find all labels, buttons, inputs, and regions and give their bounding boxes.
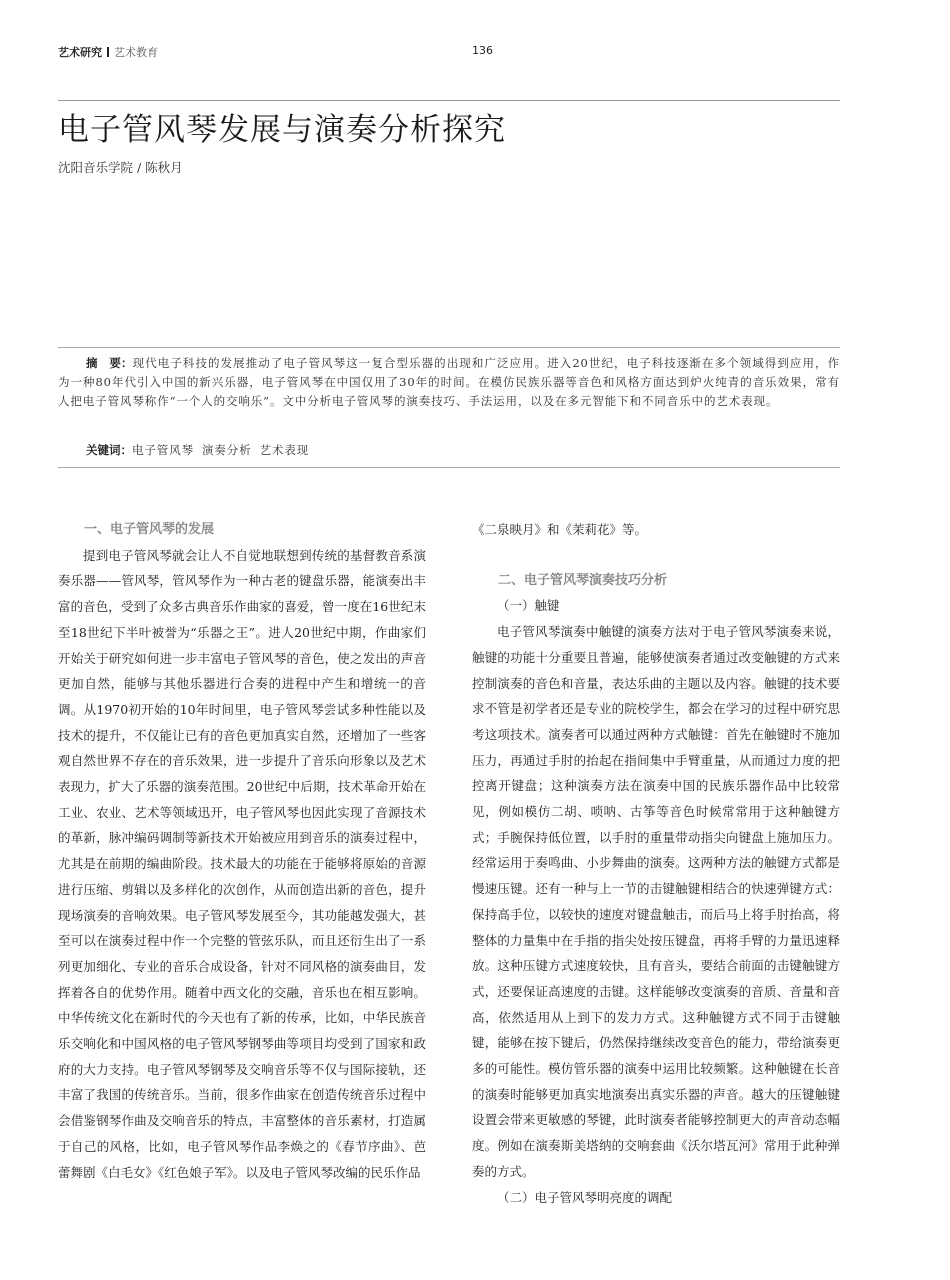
page-number: 136 <box>472 44 493 57</box>
header-rule <box>58 100 840 101</box>
keyword: 电子管风琴 <box>132 443 194 457</box>
body-paragraph: 电子管风琴演奏中触键的演奏方法对于电子管风琴演奏来说，触键的功能十分重要且普遍，能够使演奏者通过改变触键的方式来控制演奏的音色和音量，表达乐曲的主题以及内容。触键的技术要求不管是初学者还是专业的院校学生，都会在学习的过程中研究思考这项技术。演奏者可以通过两种方式触键：首先在触键时不施加压力，再通过手肘的抬起在指间集中手臂重量，从而通过力度的把控离开键盘；这种演奏方法在演奏中国的民族乐器作品中比较常见，例如模仿二胡、唢呐、古筝等音色时候常常用于这种触键方式；手腕保持低位置，以手肘的重量带动指尖向键盘上施加压力。经常运用于奏鸣曲、小步舞曲的演奏。这两种方法的触键方式都是慢速压键。还有一种与上一节的击键触键相结合的快速弹键方式：保持高手位，以较快的速度对键盘触击，而后马上将手肘抬高，将整体的力量集中在手指的指尖处按压键盘，再将手臂的力量迅速释放。这种压键方式速度较快，且有音头，要结合前面的击键触键方式，还要保证高速度的击键。这样能够改变演奏的音质、音量和音高，依然适用从上到下的发力方式。这种触键方式不同于击键触键，能够在按下键后，仍然保持继续改变音色的能力，带给演奏更多的可能性。模仿管乐器的演奏中运用比较频繁。这种触键在长音的演奏时能够更加真实地演奏出真实乐器的声音。越大的压键触键设置会带来更敏感的琴键，此时演奏者能够控制更大的声音动态幅度。例如在演奏斯美塔纳的交响套曲《沃尔塔瓦河》常用于此种弹奏的方式。 <box>472 624 840 1179</box>
keywords <box>86 442 317 458</box>
journal-subcategory: 艺术教育 <box>114 46 158 59</box>
journal-category: 艺术研究 <box>58 46 102 59</box>
section-heading: 二、电子管风琴演奏技巧分析 <box>498 572 668 588</box>
body-paragraph: 提到电子管风琴就会让人不自觉地联想到传统的基督教音系演奏乐器——管风琴，管风琴作为一种古老的键盘乐器，能演奏出丰富的音色，受到了众多古典音乐作曲家的喜爱，曾一度在16世纪末至18世纪下半叶被誉为“乐器之王”。进人20世纪中期，作曲家们开始关于研究如何进一步丰富电子管风琴的音色，使之发出的声音更加自然，能够与其他乐器进行合奏的进程中产生和增统一的音调。从1970初开始的10年时间里，电子管风琴尝试多种性能以及技术的提升，不仅能让已有的音色更加真实自然，还增加了一些客观自然世界不存在的音乐效果，进一步提升了音乐向形象以及艺术表现力，扩大了乐器的演奏范围。20世纪中后期，技术革命开始在工业、农业、艺术等领域迅开，电子管风琴也因此实现了音源技术的革新，脉冲编码调制等新技术开始被应用到音乐的演奏过程中，尤其是在前期的编曲阶段。技术最大的功能在于能够将原始的音源进行压缩、剪辑以及多样化的次创作，从而创造出新的音色，提升现场演奏的音响效果。电子管风琴发展至今，其功能越发强大，甚至可以在演奏过程中作一个完整的管弦乐队，而且还衍生出了一系列更加细化、专业的音乐合成设备，针对不同风格的演奏曲目，发挥着各自的优势作用。随着中西文化的交融，音乐也在相互影响。中华传统文化在新时代的今天也有了新的传承，比如，中华民族音乐交响化和中国风格的电子管风琴钢琴曲等项目均受到了国家和政府的大力支持。电子管风琴钢琴及交响音乐等不仅与国际接轨，还丰富了我国的传统音乐。当前，很多作曲家在创造传统音乐过程中会借鉴钢琴作曲及交响音乐的特点，丰富整体的音乐素材，打造属于自己的风格，比如，电子管风琴作品李焕之的《春节序曲》、芭蕾舞剧《白毛女》《红色娘子军》。以及电子管风琴改编的民乐作品 <box>58 547 426 1180</box>
abstract-text: 现代电子科技的发展推动了电子管风琴这一复合型乐器的出现和广泛应用。进入20世纪，电子科技逐渐在多个领域得到应用，作为一种80年代引入中国的新兴乐器，电子管风琴在中国仅用了30年的时间。在模仿民族乐器等音色和风格方面达到炉火纯青的音乐效果，常有人把电子管风琴称作“一个人的交响乐”。文中分析电子管风琴的演奏技巧、手法运用，以及在多元智能下和不同音乐中的艺术表现。 <box>58 356 840 409</box>
subsection-heading: （一）触键 <box>497 598 560 614</box>
keyword: 演奏分析 <box>202 443 252 457</box>
article-title: 电子管风琴发展与演奏分析探究 <box>58 112 506 148</box>
keyword: 艺术表现 <box>259 443 310 457</box>
body-column-right <box>472 517 840 1210</box>
body-column-left <box>58 517 426 1185</box>
abstract-label: 摘 要： <box>86 356 133 370</box>
abstract-top-rule <box>58 347 840 348</box>
abstract <box>58 354 840 412</box>
running-header <box>58 44 840 62</box>
body-paragraph-continued: 《二泉映月》和《茉莉花》等。 <box>472 522 648 537</box>
section-heading: 一、电子管风琴的发展 <box>84 522 215 537</box>
abstract-bottom-rule <box>58 467 840 468</box>
header-separator <box>107 47 109 57</box>
article-author: 沈阳音乐学院 / 陈秋月 <box>58 160 183 175</box>
keywords-label: 关键词： <box>86 443 132 457</box>
subsection-heading: （二）电子管风琴明亮度的调配 <box>497 1189 673 1205</box>
